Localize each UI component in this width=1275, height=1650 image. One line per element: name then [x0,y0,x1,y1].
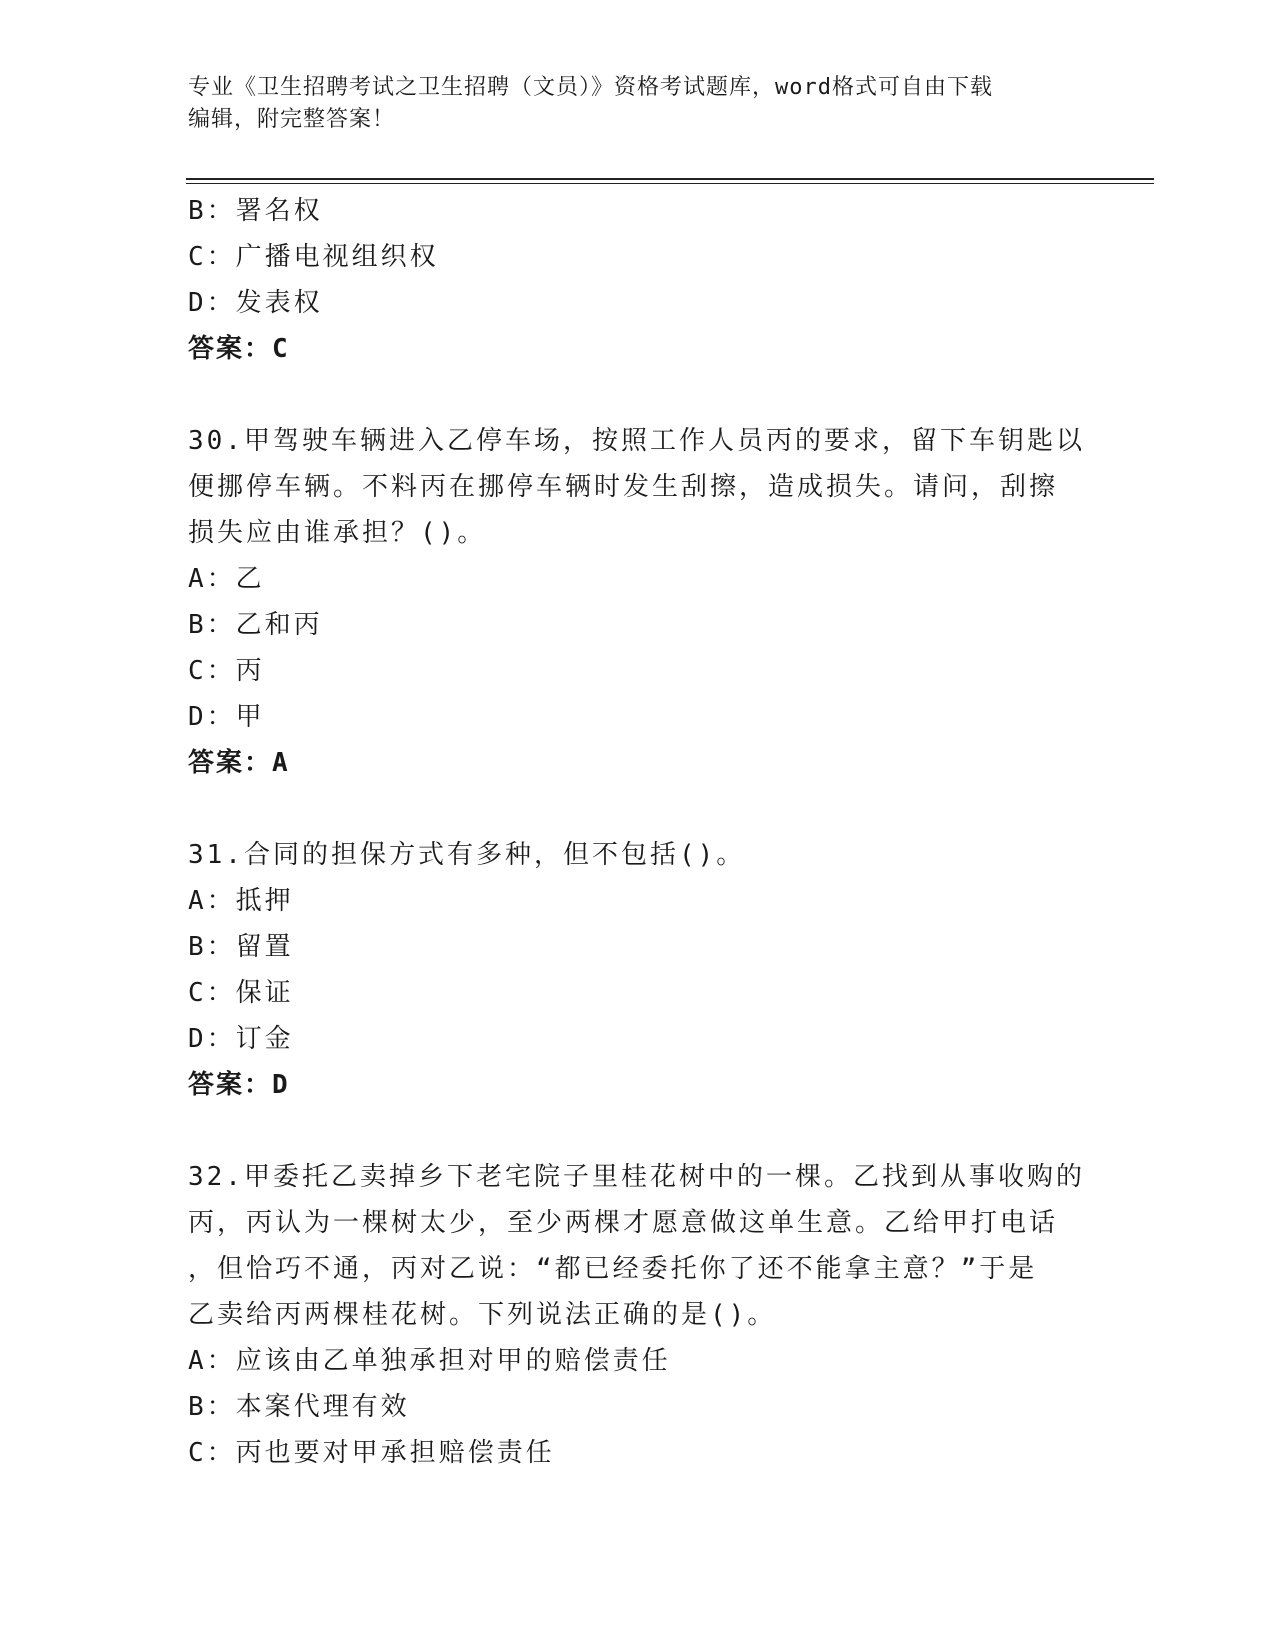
option-c: C：广播电视组织权 [188,242,439,272]
option-d: D：订金 [188,1024,294,1054]
question-31 [188,832,1088,1108]
header-rule-thin [186,183,1154,184]
option-b: B：本案代理有效 [188,1392,410,1422]
question-text-line: 便挪停车辆。不料丙在挪停车辆时发生刮擦，造成损失。请问，刮擦 [188,472,1059,502]
question-text-line: 32.甲委托乙卖掉乡下老宅院子里桂花树中的一棵。乙找到从事收购的 [188,1162,1085,1192]
question-text-line: 30.甲驾驶车辆进入乙停车场，按照工作人员丙的要求，留下车钥匙以 [188,426,1085,456]
question-30 [188,418,1088,786]
option-c: C：丙也要对甲承担赔偿责任 [188,1438,555,1468]
question-32 [188,1154,1088,1476]
option-c: C：保证 [188,978,294,1008]
header-line-1: 专业《卫生招聘考试之卫生招聘（文员）》资格考试题库，word格式可自由下载 [188,75,993,100]
spacer [188,372,1088,418]
option-b: B：乙和丙 [188,610,323,640]
option-d: D：发表权 [188,288,323,318]
question-text-line: 丙，丙认为一棵树太少，至少两棵才愿意做这单生意。乙给甲打电话 [188,1208,1059,1238]
question-text-line: 损失应由谁承担？()。 [188,518,487,548]
question-text-line: 31.合同的担保方式有多种，但不包括()。 [188,840,746,870]
option-b: B：留置 [188,932,294,962]
question-29 [188,188,1088,372]
option-a: A：乙 [188,564,265,594]
answer: 答案：D [188,1070,290,1100]
question-text-line: ，但恰巧不通，丙对乙说：“都已经委托你了还不能拿主意？”于是 [188,1254,1038,1284]
spacer [188,786,1088,832]
header-line-2: 编辑，附完整答案！ [188,107,396,132]
header-rule-thick [186,178,1154,180]
option-a: A：应该由乙单独承担对甲的赔偿责任 [188,1346,671,1376]
spacer [188,1108,1088,1154]
option-a: A：抵押 [188,886,294,916]
question-list [188,188,1088,1476]
option-c: C：丙 [188,656,265,686]
document-header [188,72,1088,136]
option-d: D：甲 [188,702,265,732]
option-b: B：署名权 [188,196,323,226]
answer: 答案：C [188,334,290,364]
answer: 答案：A [188,748,290,778]
question-text-line: 乙卖给丙两棵桂花树。下列说法正确的是()。 [188,1300,777,1330]
